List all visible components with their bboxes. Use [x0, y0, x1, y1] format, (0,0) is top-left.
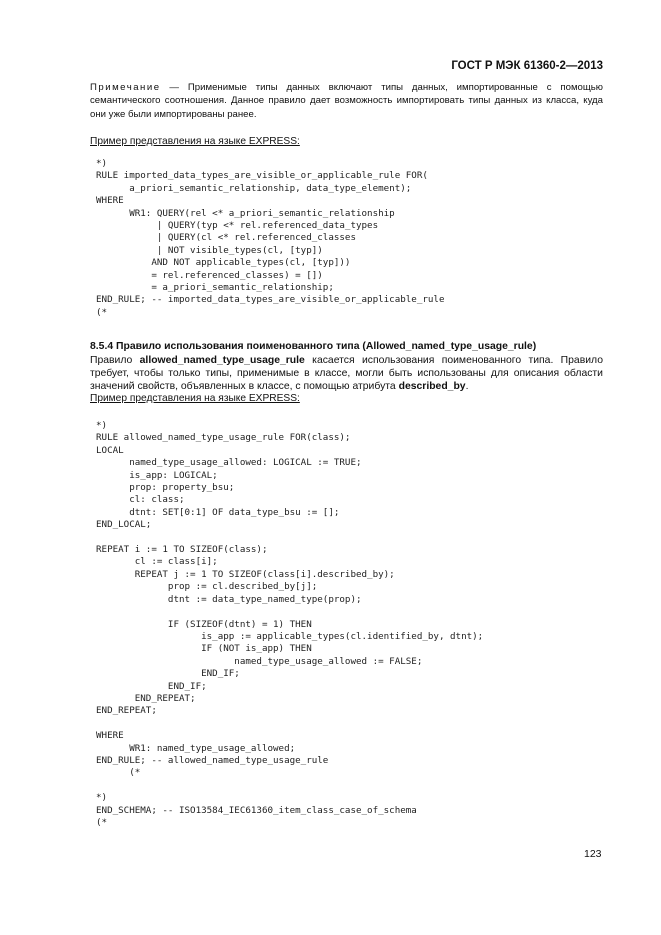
section-number: 8.5.4	[90, 341, 114, 352]
example-label-1: Пример представления на языке EXPRESS:	[90, 136, 300, 147]
section-paragraph	[90, 354, 603, 394]
para-text-1: Правило	[90, 355, 140, 366]
express-code-block-2: *) RULE allowed_named_type_usage_rule FOR(class); LOCAL named_type_usage_allowed: LOGICAL := TRUE; is_app: LOGICAL; prop: property_bsu; cl: class; dtnt: SET[0:1] OF data_type_bsu := []; END_LOCAL; REPEAT i := 1 TO SIZEOF(class); cl := class[i]; REPEAT j := 1 TO SIZEOF(class[i].described_by); prop := cl.described_by[j]; dtnt := data_type_named_type(prop); IF (SIZEOF(dtnt) = 1) THEN is_app := applicable_types(cl.identified_by, dtnt); IF (NOT is_app) THEN named_type_usage_allowed := FALSE; END_IF; END_IF; END_REPEAT; END_REPEAT; WHERE WR1: named_type_usage_allowed; END_RULE; -- allowed_named_type_usage_rule (* *) END_SCHEMA; -- ISO13584_IEC61360_item_class_case_of_schema (*	[96, 420, 484, 828]
para-text-2: касается использования поименованного типа. Правило требует, чтобы только типы, применимые в классе, могли быть использованы для описания области значений свойств, объявленных в классе, с помощью атрибута	[90, 355, 603, 393]
note-dash: —	[160, 82, 188, 93]
section-heading	[90, 341, 536, 352]
page-number: 123	[584, 848, 602, 860]
standard-header: ГОСТ Р МЭК 61360-2—2013	[451, 60, 603, 72]
note-paragraph	[90, 81, 603, 121]
section-title: Правило использования поименованного типа (Allowed_named_type_usage_rule)	[116, 341, 537, 352]
note-text: Применимые типы данных включают типы данных, импортированные с помощью семантического соотношения. Данное правило дает возможность импортировать типы данных из класса, куда они уже были импортированы ранее.	[90, 82, 603, 120]
attribute-name-bold: described_by	[398, 381, 466, 393]
note-label: Примечание	[90, 82, 161, 93]
rule-name-bold: allowed_named_type_usage_rule	[139, 355, 305, 366]
example-label-2: Пример представления на языке EXPRESS:	[90, 393, 300, 404]
para-text-3: .	[465, 381, 469, 393]
express-code-block-1: *) RULE imported_data_types_are_visible_or_applicable_rule FOR( a_priori_semantic_relationship, data_type_element); WHERE WR1: QUERY(rel <* a_priori_semantic_relationship | QUERY(typ <* rel.referenced_data_types | QUERY(cl <* rel.referenced_classes | NOT visible_types(cl, [typ]) AND NOT applicable_types(cl, [typ])) = rel.referenced_classes) = []) = a_priori_semantic_relationship; END_RULE; -- imported_data_types_are_visible_or_applicable_rule (*	[96, 158, 445, 318]
